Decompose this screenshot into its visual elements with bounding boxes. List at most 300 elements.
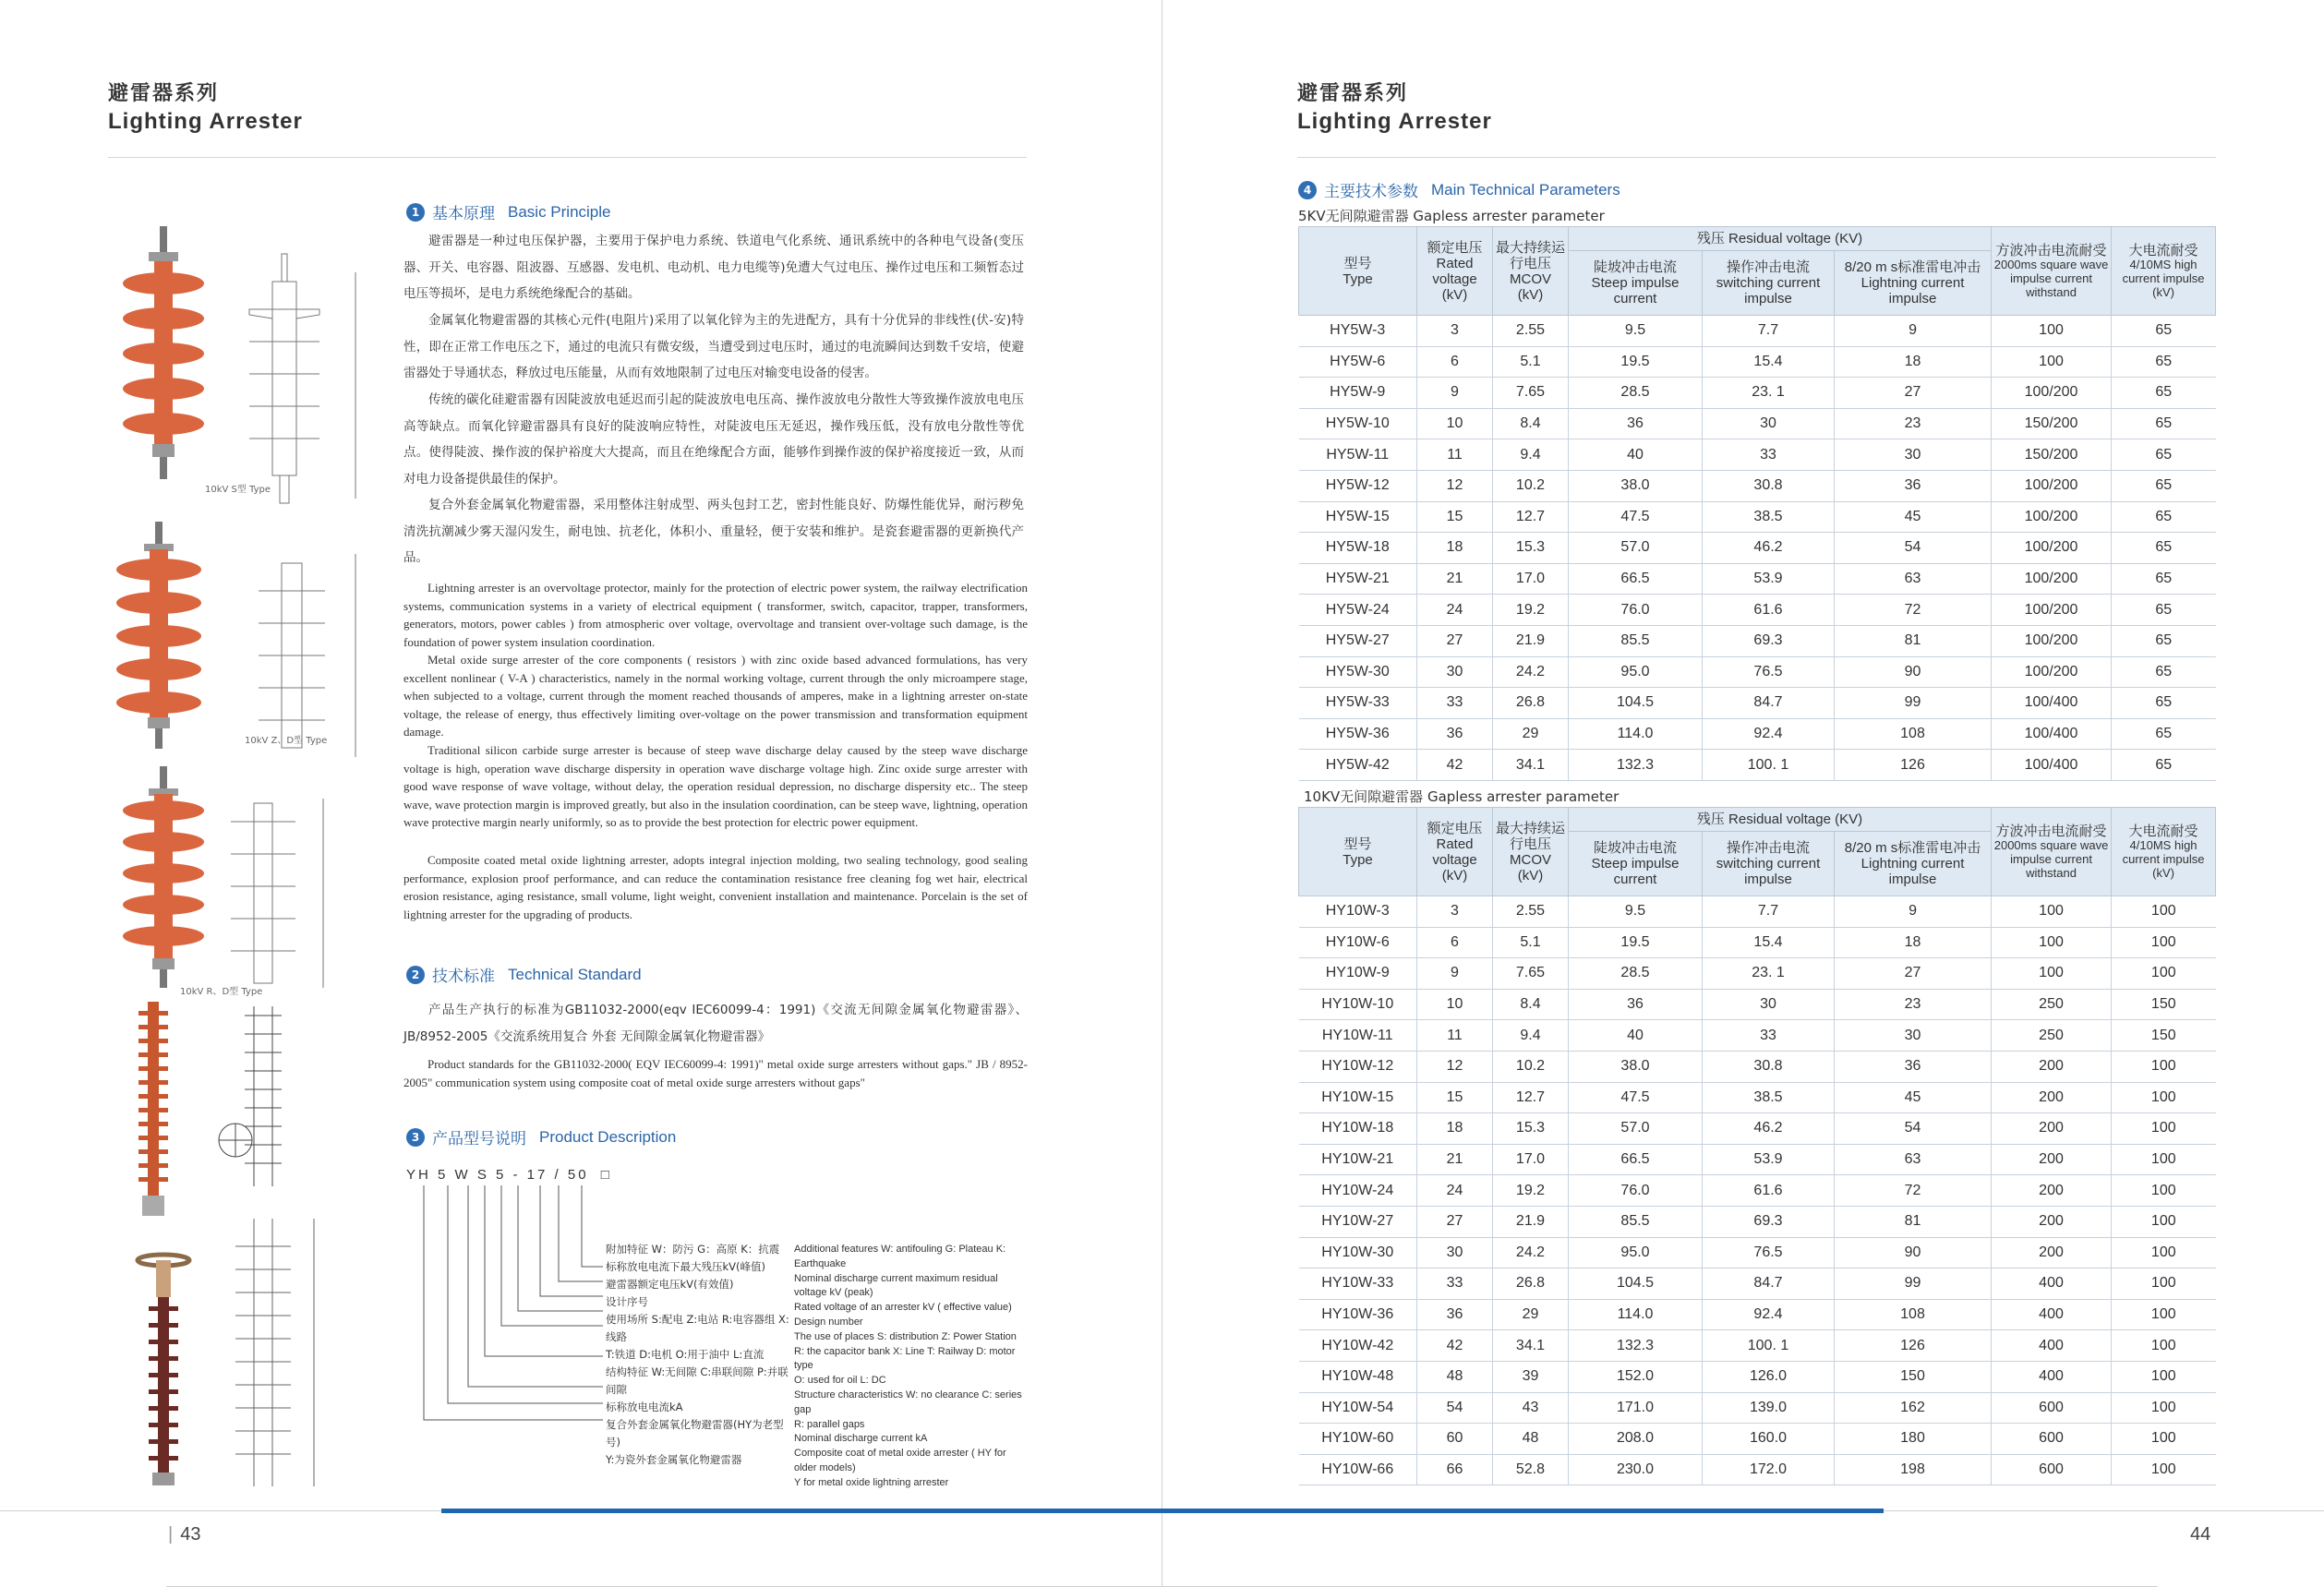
value-cell: 48: [1417, 1361, 1493, 1392]
basic-cn-p3: 传统的碳化硅避雷器有因陡波放电延迟而引起的陡波放电电压高、操作波放电分散性大等致操作波放电电压高等缺点。而氧化锌避雷器具有良好的陡波响应特性，对陡波电压无延迟，操作残压低，没有放电分散性等优点。使得陡波、操作波的保护裕度大大提高，而且在绝缘配合方面，能够作到操作波的保护裕度接近一致，从而对电力设备提供最佳的保护。: [403, 392, 1024, 487]
model-cell: HY5W-3: [1299, 316, 1417, 347]
value-cell: 7.7: [1703, 896, 1835, 928]
value-cell: 85.5: [1569, 625, 1703, 656]
section-basic-principle: [406, 200, 611, 223]
th-switch-en: switching current impulse: [1716, 856, 1821, 887]
value-cell: 3: [1417, 896, 1493, 928]
right-header-rule: [1297, 157, 2216, 158]
value-cell: 34.1: [1493, 750, 1569, 781]
page-number-left-value: 43: [180, 1524, 201, 1545]
value-cell: 60: [1417, 1424, 1493, 1455]
value-cell: 33: [1703, 439, 1835, 471]
caption-zd-type: 10kV Z、D型 Type: [245, 736, 328, 746]
desc-cn-item: 标称放电电流下最大残压kV(峰值): [606, 1260, 765, 1273]
value-cell: 100. 1: [1703, 1330, 1835, 1362]
model-cell: HY10W-18: [1299, 1113, 1417, 1145]
value-cell: 100: [1992, 896, 2112, 928]
value-cell: 600: [1992, 1454, 2112, 1485]
value-cell: 104.5: [1569, 1268, 1703, 1300]
value-cell: 84.7: [1703, 688, 1835, 719]
value-cell: 100: [2112, 1144, 2216, 1175]
value-cell: 65: [2112, 439, 2216, 471]
value-cell: 45: [1835, 501, 1992, 533]
value-cell: 99: [1835, 688, 1992, 719]
value-cell: 21: [1417, 563, 1493, 595]
table-row: [1299, 1175, 2216, 1207]
value-cell: 15: [1417, 501, 1493, 533]
value-cell: 12: [1417, 1051, 1493, 1082]
value-cell: 2.55: [1493, 316, 1569, 347]
value-cell: 18: [1417, 533, 1493, 564]
value-cell: 9.4: [1493, 439, 1569, 471]
section-number-badge: 4: [1298, 181, 1317, 199]
desc-en-item: Composite coat of metal oxide arrester ( HY for older models): [794, 1448, 1006, 1473]
th-high-unit: (kV): [2152, 284, 2174, 299]
value-cell: 100: [2112, 1237, 2216, 1268]
value-cell: 400: [1992, 1361, 2112, 1392]
value-cell: 3: [1417, 316, 1493, 347]
value-cell: 208.0: [1569, 1424, 1703, 1455]
value-cell: 100: [2112, 1051, 2216, 1082]
value-cell: 150/200: [1992, 439, 2112, 471]
th-light-cn: 8/20 m s标准雷电冲击: [1844, 259, 1981, 275]
desc-en-item: O: used for oil L: DC: [794, 1375, 886, 1387]
value-cell: 198: [1835, 1454, 1992, 1485]
value-cell: 21: [1417, 1144, 1493, 1175]
table-row: [1299, 595, 2216, 626]
value-cell: 100: [1992, 316, 2112, 347]
table-row: [1299, 750, 2216, 781]
model-cell: HY5W-24: [1299, 595, 1417, 626]
table-row: [1299, 1237, 2216, 1268]
value-cell: 29: [1493, 1299, 1569, 1330]
value-cell: 100/200: [1992, 656, 2112, 688]
value-cell: 69.3: [1703, 625, 1835, 656]
page-number-left: | 43: [168, 1524, 201, 1545]
value-cell: 99: [1835, 1268, 1992, 1300]
th-rated-cn: 额定电压: [1427, 820, 1483, 836]
value-cell: 29: [1493, 718, 1569, 750]
value-cell: 27: [1417, 625, 1493, 656]
table-row: [1299, 1020, 2216, 1052]
table-row: [1299, 533, 2216, 564]
value-cell: 23. 1: [1703, 958, 1835, 990]
value-cell: 72: [1835, 595, 1992, 626]
arrester-tall-brown: [138, 1255, 189, 1485]
value-cell: 52.8: [1493, 1454, 1569, 1485]
value-cell: 30: [1417, 656, 1493, 688]
th-steep-en: Steep impulse current: [1591, 275, 1680, 307]
value-cell: 11: [1417, 439, 1493, 471]
value-cell: 100: [2112, 1206, 2216, 1237]
value-cell: 18: [1835, 927, 1992, 958]
value-cell: 54: [1835, 533, 1992, 564]
value-cell: 100: [2112, 1392, 2216, 1424]
value-cell: 8.4: [1493, 989, 1569, 1020]
section-number-badge: 3: [406, 1128, 425, 1147]
value-cell: 19.5: [1569, 346, 1703, 378]
value-cell: 33: [1417, 1268, 1493, 1300]
value-cell: 54: [1835, 1113, 1992, 1145]
value-cell: 81: [1835, 1206, 1992, 1237]
value-cell: 33: [1703, 1020, 1835, 1052]
th-light-en: Lightning current impulse: [1860, 856, 1965, 887]
value-cell: 95.0: [1569, 1237, 1703, 1268]
value-cell: 200: [1992, 1051, 2112, 1082]
value-cell: 104.5: [1569, 688, 1703, 719]
caption-s-type: 10kV S型 Type: [205, 485, 271, 495]
value-cell: 24.2: [1493, 1237, 1569, 1268]
th-square-cn: 方波冲击电流耐受: [1995, 242, 2107, 258]
th-mcov-unit: (kV): [1517, 867, 1544, 884]
th-mcov: [1493, 808, 1569, 896]
value-cell: 19.2: [1493, 1175, 1569, 1207]
section-technical-standard: [406, 963, 642, 986]
model-code-desc-en: [794, 1243, 1030, 1491]
desc-en-item: Nominal discharge current maximum residual voltage kV (peak): [794, 1272, 998, 1299]
table-row: [1299, 958, 2216, 990]
value-cell: 30: [1703, 989, 1835, 1020]
th-steep-cn: 陡坡冲击电流: [1593, 840, 1677, 856]
model-cell: HY10W-12: [1299, 1051, 1417, 1082]
value-cell: 26.8: [1493, 688, 1569, 719]
table-row: [1299, 1392, 2216, 1424]
value-cell: 65: [2112, 533, 2216, 564]
value-cell: 19.2: [1493, 595, 1569, 626]
value-cell: 54: [1417, 1392, 1493, 1424]
value-cell: 200: [1992, 1237, 2112, 1268]
th-lightning: [1835, 251, 1992, 316]
value-cell: 5.1: [1493, 927, 1569, 958]
table-row: [1299, 688, 2216, 719]
value-cell: 200: [1992, 1206, 2112, 1237]
table-5kv-body: [1299, 316, 2216, 781]
section-title-en: Product Description: [539, 1127, 677, 1146]
arrester-rd-type: [123, 766, 204, 988]
value-cell: 34.1: [1493, 1330, 1569, 1362]
value-cell: 132.3: [1569, 750, 1703, 781]
desc-en-item: Design number: [794, 1316, 863, 1328]
value-cell: 66.5: [1569, 563, 1703, 595]
model-cell: HY10W-24: [1299, 1175, 1417, 1207]
value-cell: 18: [1417, 1113, 1493, 1145]
value-cell: 11: [1417, 1020, 1493, 1052]
arrester-tall-red: [138, 1002, 168, 1216]
value-cell: 92.4: [1703, 718, 1835, 750]
value-cell: 100/200: [1992, 625, 2112, 656]
th-type: [1299, 227, 1417, 316]
value-cell: 162: [1835, 1392, 1992, 1424]
value-cell: 76.0: [1569, 595, 1703, 626]
model-cell: HY5W-21: [1299, 563, 1417, 595]
model-cell: HY5W-10: [1299, 408, 1417, 439]
table-row: [1299, 989, 2216, 1020]
desc-cn-item: 使用场所 S:配电 Z:电站 R:电容器组 X:线路: [606, 1313, 789, 1343]
th-type-cn: 型号: [1343, 836, 1372, 852]
th-high-cn: 大电流耐受: [2128, 823, 2198, 839]
table-row: [1299, 1424, 2216, 1455]
table-row: [1299, 501, 2216, 533]
value-cell: 81: [1835, 625, 1992, 656]
value-cell: 76.0: [1569, 1175, 1703, 1207]
value-cell: 114.0: [1569, 718, 1703, 750]
basic-en-p1: Lightning arrester is an overvoltage protector, mainly for the protection of electric power system, the railway electrification systems, communication systems in a variety of electrical equipment ( transformer, switch, capacitor, trapper, transformers, generators, motors, power cables ) from atmospheric over voltage, overvoltage and transient over-voltage such damage, is the foundation of power system insulation coordination.: [403, 581, 1028, 649]
value-cell: 5.1: [1493, 346, 1569, 378]
section-title-cn: 基本原理: [432, 205, 495, 223]
value-cell: 15.4: [1703, 346, 1835, 378]
th-square-wave: [1992, 227, 2112, 316]
desc-en-item: Y for metal oxide lightning arrester: [794, 1476, 949, 1488]
model-code-text: YH 5 W S 5 - 17 / 50: [406, 1167, 589, 1183]
value-cell: 100. 1: [1703, 750, 1835, 781]
value-cell: 100: [2112, 1113, 2216, 1145]
section-main-parameters: [1298, 178, 1620, 201]
table-row: [1299, 1113, 2216, 1145]
th-rated-cn: 额定电压: [1427, 239, 1483, 256]
value-cell: 24: [1417, 595, 1493, 626]
th-rated: [1417, 808, 1493, 896]
model-cell: HY5W-30: [1299, 656, 1417, 688]
value-cell: 400: [1992, 1299, 2112, 1330]
table-5kv-caption: 5KV无间隙避雷器 Gapless arrester parameter: [1298, 208, 1605, 224]
model-cell: HY5W-6: [1299, 346, 1417, 378]
model-code-desc-cn: [606, 1241, 790, 1469]
th-type-en: Type: [1343, 851, 1373, 868]
value-cell: 200: [1992, 1082, 2112, 1113]
value-cell: 21.9: [1493, 1206, 1569, 1237]
value-cell: 200: [1992, 1113, 2112, 1145]
value-cell: 250: [1992, 989, 2112, 1020]
value-cell: 17.0: [1493, 1144, 1569, 1175]
value-cell: 65: [2112, 718, 2216, 750]
standard-cn: 产品生产执行的标准为GB11032-2000(eqv IEC60099-4：1991)《交流无间隙金属氧化物避雷器》、JB/8952-2005《交流系统用复合 外套 无间隙金属氧化物避雷器》: [403, 1003, 1028, 1044]
value-cell: 114.0: [1569, 1299, 1703, 1330]
desc-cn-item: 标称放电电流kA: [606, 1401, 683, 1413]
value-cell: 139.0: [1703, 1392, 1835, 1424]
value-cell: 46.2: [1703, 1113, 1835, 1145]
section-product-description: [406, 1125, 676, 1148]
desc-cn-item: T:铁道 D:电机 O:用于油中 L:直流: [606, 1348, 765, 1361]
value-cell: 65: [2112, 378, 2216, 409]
table-row: [1299, 439, 2216, 471]
section-number-badge: 2: [406, 966, 425, 984]
value-cell: 36: [1417, 1299, 1493, 1330]
value-cell: 48: [1493, 1424, 1569, 1455]
table-row: [1299, 378, 2216, 409]
value-cell: 230.0: [1569, 1454, 1703, 1485]
value-cell: 30: [1835, 439, 1992, 471]
value-cell: 12: [1417, 470, 1493, 501]
value-cell: 39: [1493, 1361, 1569, 1392]
th-lightning: [1835, 832, 1992, 896]
value-cell: 100: [1992, 346, 2112, 378]
value-cell: 100/400: [1992, 750, 2112, 781]
th-high-current: [2112, 808, 2216, 896]
value-cell: 126.0: [1703, 1361, 1835, 1392]
value-cell: 23: [1835, 989, 1992, 1020]
value-cell: 63: [1835, 1144, 1992, 1175]
value-cell: 63: [1835, 563, 1992, 595]
value-cell: 200: [1992, 1175, 2112, 1207]
value-cell: 84.7: [1703, 1268, 1835, 1300]
value-cell: 65: [2112, 470, 2216, 501]
model-cell: HY5W-36: [1299, 718, 1417, 750]
value-cell: 69.3: [1703, 1206, 1835, 1237]
section-title-cn: 主要技术参数: [1324, 183, 1418, 201]
th-square-wave: [1992, 808, 2112, 896]
value-cell: 7.7: [1703, 316, 1835, 347]
th-type: [1299, 808, 1417, 896]
value-cell: 24: [1417, 1175, 1493, 1207]
value-cell: 15.3: [1493, 533, 1569, 564]
table-row: [1299, 1144, 2216, 1175]
basic-en-p2: Metal oxide surge arrester of the core components ( resistors ) with zinc oxide based advanced formulations, has very excellent nonlinear ( V-A ) characteristics, namely in the normal working voltage, current through the only microampere stage, when subjected to a voltage, current through the moment reached thousands of amperes, make in a lightning arrester on-state voltage, the release of energy, thus effectively limiting over-voltage on the power transmission and transformation equipment damage.: [403, 653, 1028, 739]
th-mcov: [1493, 227, 1569, 316]
value-cell: 28.5: [1569, 958, 1703, 990]
th-type-cn: 型号: [1343, 255, 1372, 271]
value-cell: 9: [1835, 896, 1992, 928]
value-cell: 8.4: [1493, 408, 1569, 439]
table-row: [1299, 927, 2216, 958]
value-cell: 10: [1417, 989, 1493, 1020]
model-cell: HY10W-15: [1299, 1082, 1417, 1113]
value-cell: 126: [1835, 1330, 1992, 1362]
left-header-en: Lighting Arrester: [108, 109, 303, 134]
table-5kv: [1298, 226, 2216, 781]
value-cell: 24.2: [1493, 656, 1569, 688]
th-light-cn: 8/20 m s标准雷电冲击: [1844, 840, 1981, 856]
value-cell: 17.0: [1493, 563, 1569, 595]
value-cell: 90: [1835, 656, 1992, 688]
desc-en-item: Structure characteristics W: no clearance C: series gap: [794, 1389, 1022, 1415]
model-cell: HY5W-42: [1299, 750, 1417, 781]
value-cell: 27: [1835, 378, 1992, 409]
value-cell: 85.5: [1569, 1206, 1703, 1237]
value-cell: 100: [2112, 1330, 2216, 1362]
table-10kv-caption: 10KV无间隙避雷器 Gapless arrester parameter: [1304, 788, 1620, 805]
value-cell: 47.5: [1569, 1082, 1703, 1113]
table-10kv-body: [1299, 896, 2216, 1485]
value-cell: 400: [1992, 1268, 2112, 1300]
value-cell: 10: [1417, 408, 1493, 439]
table-row: [1299, 316, 2216, 347]
model-cell: HY5W-12: [1299, 470, 1417, 501]
value-cell: 150: [2112, 1020, 2216, 1052]
table-10kv: [1298, 807, 2216, 1485]
table-row: [1299, 1361, 2216, 1392]
value-cell: 108: [1835, 718, 1992, 750]
value-cell: 19.5: [1569, 927, 1703, 958]
table-row: [1299, 896, 2216, 928]
footer-rule-left: [0, 1510, 441, 1511]
value-cell: 53.9: [1703, 563, 1835, 595]
value-cell: 100: [2112, 958, 2216, 990]
th-mcov-en: MCOV: [1510, 271, 1551, 287]
value-cell: 600: [1992, 1424, 2112, 1455]
model-cell: HY10W-30: [1299, 1237, 1417, 1268]
model-cell: HY10W-21: [1299, 1144, 1417, 1175]
table-row: [1299, 1051, 2216, 1082]
th-rated-en: Rated voltage: [1432, 836, 1477, 868]
value-cell: 30: [1417, 1237, 1493, 1268]
value-cell: 6: [1417, 927, 1493, 958]
model-cell: HY10W-42: [1299, 1330, 1417, 1362]
value-cell: 126: [1835, 750, 1992, 781]
value-cell: 7.65: [1493, 958, 1569, 990]
th-switch-en: switching current impulse: [1716, 275, 1821, 307]
value-cell: 30: [1835, 1020, 1992, 1052]
value-cell: 36: [1569, 989, 1703, 1020]
value-cell: 27: [1835, 958, 1992, 990]
value-cell: 47.5: [1569, 501, 1703, 533]
table-row: [1299, 563, 2216, 595]
value-cell: 100/200: [1992, 378, 2112, 409]
value-cell: 100/400: [1992, 688, 2112, 719]
table-row: [1299, 625, 2216, 656]
table-row: [1299, 346, 2216, 378]
value-cell: 65: [2112, 656, 2216, 688]
th-switch-cn: 操作冲击电流: [1726, 840, 1810, 856]
model-cell: HY10W-6: [1299, 927, 1417, 958]
value-cell: 6: [1417, 346, 1493, 378]
value-cell: 15: [1417, 1082, 1493, 1113]
value-cell: 40: [1569, 1020, 1703, 1052]
value-cell: 21.9: [1493, 625, 1569, 656]
value-cell: 172.0: [1703, 1454, 1835, 1485]
section-title-cn: 技术标准: [432, 968, 495, 986]
value-cell: 100: [1992, 927, 2112, 958]
value-cell: 100: [2112, 1082, 2216, 1113]
value-cell: 100/200: [1992, 563, 2112, 595]
table-row: [1299, 656, 2216, 688]
value-cell: 160.0: [1703, 1424, 1835, 1455]
th-rated-unit: (kV): [1441, 867, 1468, 884]
table-row: [1299, 1299, 2216, 1330]
th-steep-en: Steep impulse current: [1591, 856, 1680, 887]
value-cell: 100/400: [1992, 718, 2112, 750]
value-cell: 180: [1835, 1424, 1992, 1455]
value-cell: 23: [1835, 408, 1992, 439]
value-cell: 36: [1835, 470, 1992, 501]
value-cell: 15.3: [1493, 1113, 1569, 1145]
th-high-en: 4/10MS high current impulse: [2122, 837, 2205, 866]
section-number-badge: 1: [406, 203, 425, 222]
value-cell: 38.5: [1703, 1082, 1835, 1113]
value-cell: 200: [1992, 1144, 2112, 1175]
value-cell: 28.5: [1569, 378, 1703, 409]
value-cell: 33: [1417, 688, 1493, 719]
value-cell: 100: [2112, 1361, 2216, 1392]
high-voltage-arrester-illustrations: [106, 1002, 328, 1491]
model-code-box: □: [600, 1167, 612, 1183]
value-cell: 65: [2112, 563, 2216, 595]
model-cell: HY10W-27: [1299, 1206, 1417, 1237]
value-cell: 100/200: [1992, 501, 2112, 533]
value-cell: 66: [1417, 1454, 1493, 1485]
value-cell: 100: [2112, 1299, 2216, 1330]
desc-en-item: Nominal discharge current kA: [794, 1433, 928, 1445]
model-cell: HY10W-36: [1299, 1299, 1417, 1330]
model-cell: HY10W-33: [1299, 1268, 1417, 1300]
value-cell: 36: [1835, 1051, 1992, 1082]
basic-en-p3: Traditional silicon carbide surge arrester is because of steep wave discharge delay caused by the steep wave discharge voltage is high, operation wave discharge dispersity in operation wave discharge voltage high. Zinc oxide surge arrester with good wave response of wave voltage, without delay, the operation residual depression, no discharge dispersity etc.. The steep wave, wave protection margin is improved greatly, but also in the insulation coordination, can be steep wave, lightning, operation wave protective margin nearly uniformly, so as to provide the best protection for electric power equipment.: [403, 743, 1028, 830]
value-cell: 9.4: [1493, 1020, 1569, 1052]
th-steep-cn: 陡坡冲击电流: [1593, 259, 1677, 275]
value-cell: 100/200: [1992, 595, 2112, 626]
value-cell: 100/200: [1992, 470, 2112, 501]
page-number-right: 44: [2190, 1524, 2211, 1545]
table-row: [1299, 1206, 2216, 1237]
